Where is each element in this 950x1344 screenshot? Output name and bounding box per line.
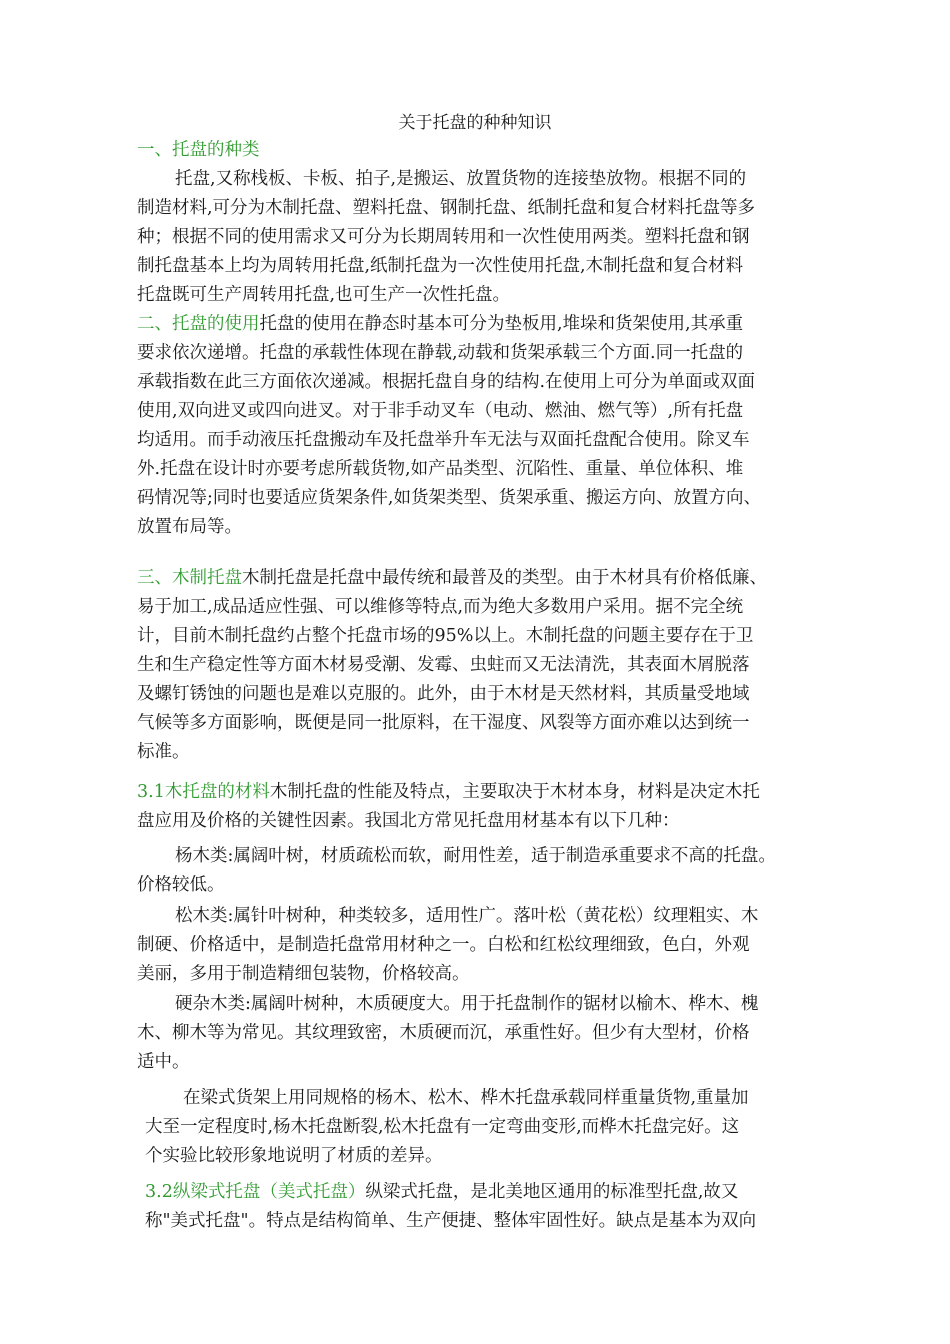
paragraph-line: 制托盘基本上均为周转用托盘,纸制托盘为一次性使用托盘,木制托盘和复合材料	[137, 256, 744, 276]
heading-stringer-pallet: 3.2纵梁式托盘（美式托盘）	[145, 1182, 366, 1202]
paragraph-line: 码情况等;同时也要适应货架条件,如货架类型、货架承重、搬运方向、放置方向、	[137, 488, 761, 508]
paragraph-line: 计，目前木制托盘约占整个托盘市场的95%以上。木制托盘的问题主要存在于卫	[137, 626, 754, 646]
section-stringer-pallet	[145, 1178, 756, 1236]
paragraph-line: 木制托盘的性能及特点，主要取决于木材本身，材料是决定木托	[269, 782, 760, 802]
paragraph-line: 个实验比较形象地说明了材质的差异。	[145, 1146, 443, 1166]
paragraph-line: 使用,双向进叉或四向进叉。对于非手动叉车（电动、燃油、燃气等）,所有托盘	[137, 401, 744, 421]
paragraph-line: 标准。	[137, 742, 190, 762]
paragraph-line: 托盘,又称栈板、卡板、拍子,是搬运、放置货物的连接垫放物。根据不同的	[175, 169, 747, 189]
paragraph-line: 托盘既可生产周转用托盘,也可生产一次性托盘。	[137, 285, 511, 305]
paragraph-line: 及螺钉锈蚀的问题也是难以克服的。此外，由于木材是天然材料，其质量受地域	[137, 684, 750, 704]
paragraph-line: 制造材料,可分为木制托盘、塑料托盘、钢制托盘、纸制托盘和复合材料托盘等多	[137, 198, 756, 218]
paragraph-line: 易于加工,成品适应性强、可以维修等特点,而为绝大多数用户采用。据不完全统	[137, 597, 744, 617]
paragraph-line: 松木类:属针叶树种，种类较多，适用性广。落叶松（黄花松）纹理粗实、木	[175, 906, 759, 926]
paragraph-poplar	[137, 842, 776, 900]
paragraph-line: 制硬、价格适中，是制造托盘常用材种之一。白松和红松纹理细致，色白，外观	[137, 935, 750, 955]
paragraph-line: 美丽，多用于制造精细包装物，价格较高。	[137, 964, 470, 984]
paragraph-line: 外.托盘在设计时亦要考虑所载货物,如产品类型、沉陷性、重量、单位体积、堆	[137, 459, 744, 479]
paragraph-line: 种；根据不同的使用需求又可分为长期周转用和一次性使用两类。塑料托盘和钢	[137, 227, 750, 247]
section-types	[137, 136, 755, 310]
paragraph-line: 大至一定程度时,杨木托盘断裂,松木托盘有一定弯曲变形,而桦木托盘完好。这	[145, 1117, 740, 1137]
heading-materials: 3.1木托盘的材料	[137, 782, 270, 802]
page-title: 关于托盘的种种知识	[398, 113, 552, 133]
section-materials	[137, 778, 760, 836]
paragraph-hardwood	[137, 990, 758, 1077]
paragraph-line: 均适用。而手动液压托盘搬动车及托盘举升车无法与双面托盘配合使用。除叉车	[137, 430, 750, 450]
paragraph-line: 适中。	[137, 1052, 190, 1072]
heading-usage: 二、托盘的使用	[137, 314, 260, 334]
paragraph-line: 放置布局等。	[137, 517, 242, 537]
paragraph-line: 在梁式货架上用同规格的杨木、松木、桦木托盘承载同样重量货物,重量加	[183, 1088, 749, 1108]
paragraph-line: 气候等多方面影响，既便是同一批原料，在干湿度、风裂等方面亦难以达到统一	[137, 713, 750, 733]
paragraph-line: 纵梁式托盘，是北美地区通用的标准型托盘,故又	[365, 1182, 739, 1202]
paragraph-experiment	[145, 1084, 749, 1171]
paragraph-line: 木、柳木等为常见。其纹理致密，木质硬而沉，承重性好。但少有大型材，价格	[137, 1023, 750, 1043]
paragraph-pine	[137, 902, 758, 989]
section-wooden	[137, 564, 767, 767]
section-usage	[137, 310, 761, 542]
paragraph-line: 要求依次递增。托盘的承载性体现在静载,动载和货架承载三个方面.同一托盘的	[137, 343, 744, 363]
heading-wooden: 三、木制托盘	[137, 568, 242, 588]
paragraph-line: 承载指数在此三方面依次递减。根据托盘自身的结构.在使用上可分为单面或双面	[137, 372, 756, 392]
paragraph-line: 价格较低。	[137, 875, 225, 895]
paragraph-line: 托盘的使用在静态时基本可分为垫板用,堆垛和货架使用,其承重	[259, 314, 744, 334]
paragraph-line: 硬杂木类:属阔叶树种，木质硬度大。用于托盘制作的锯材以榆木、桦木、槐	[175, 994, 759, 1014]
paragraph-line: 生和生产稳定性等方面木材易受潮、发霉、虫蛀而又无法清洗，其表面木屑脱落	[137, 655, 750, 675]
paragraph-line: 杨木类:属阔叶树，材质疏松而软，耐用性差，适于制造承重要求不高的托盘。	[175, 846, 776, 866]
paragraph-line: 称"美式托盘"。特点是结构简单、生产便捷、整体牢固性好。缺点是基本为双向	[145, 1211, 757, 1231]
heading-types: 一、托盘的种类	[137, 140, 260, 160]
paragraph-line: 盘应用及价格的关键性因素。我国北方常见托盘用材基本有以下几种：	[137, 811, 680, 831]
paragraph-line: 木制托盘是托盘中最传统和最普及的类型。由于木材具有价格低廉、	[242, 568, 767, 588]
